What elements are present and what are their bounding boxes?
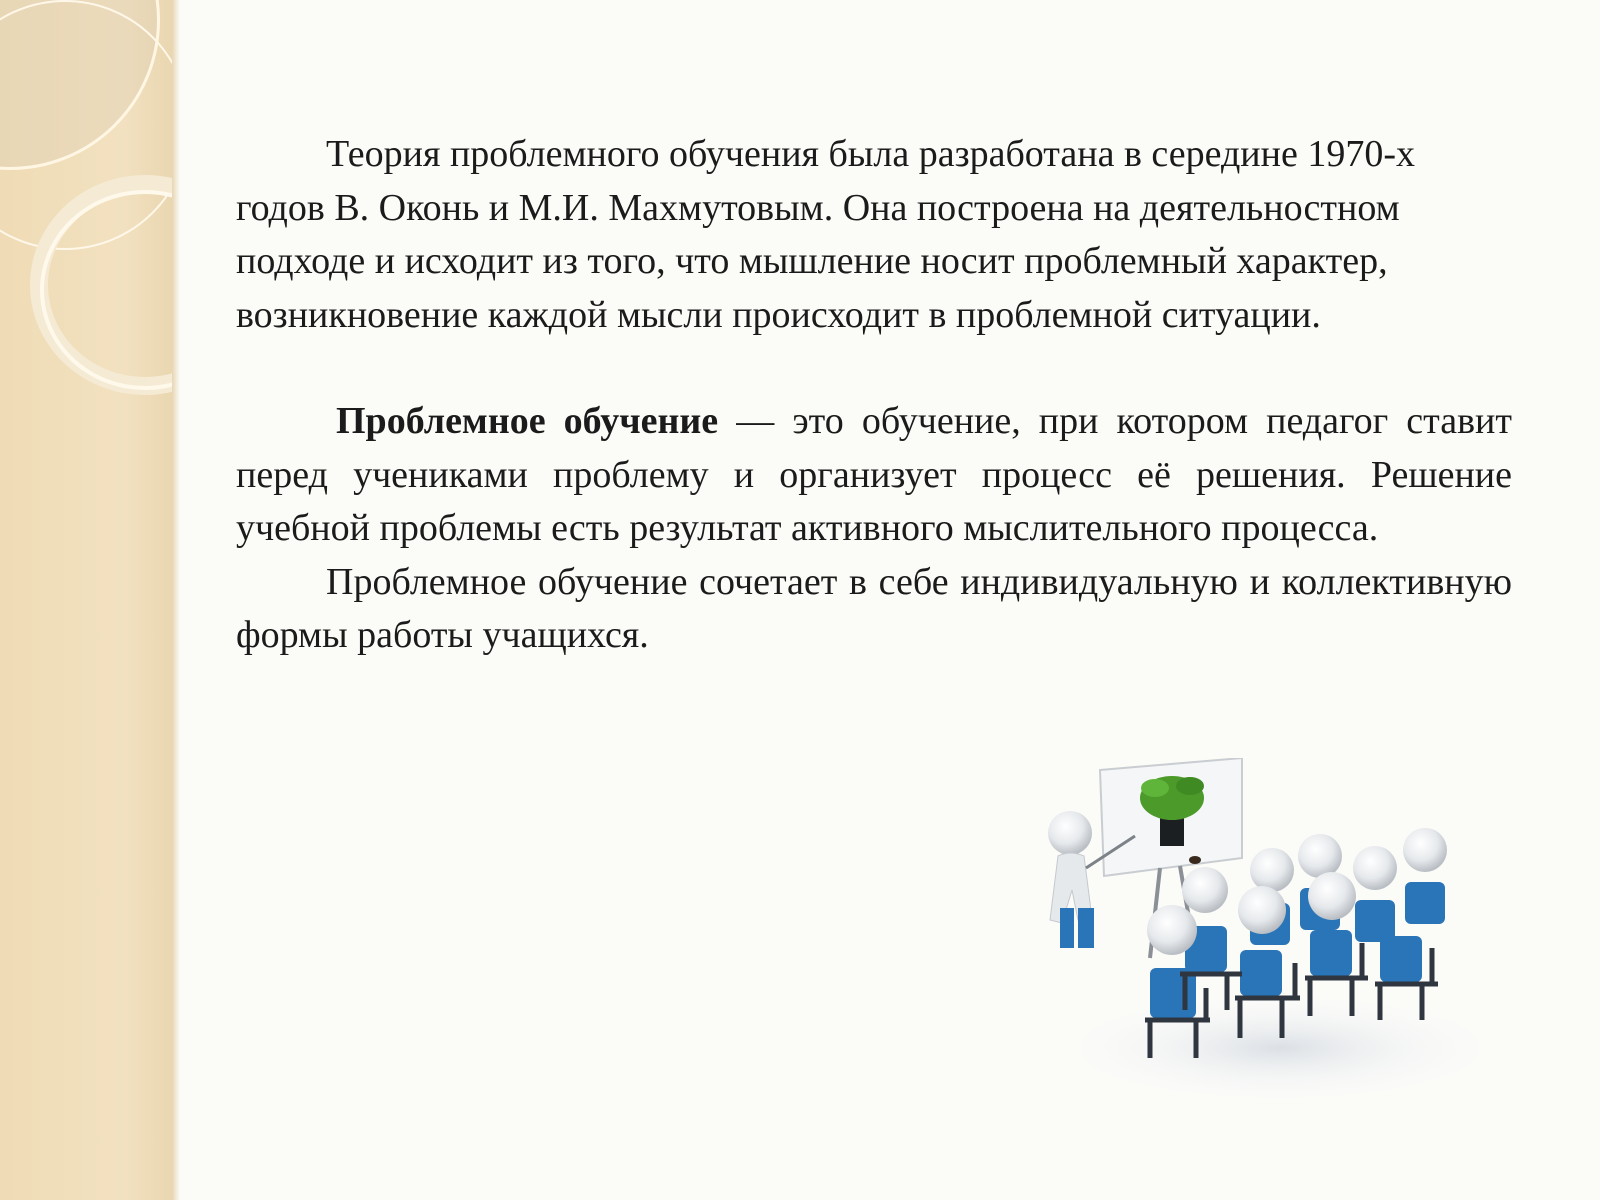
definition-paragraph	[236, 395, 1512, 556]
combined-forms-text: Проблемное обучение сочетает в себе индивидуальную и коллективную формы работы учащихся.	[236, 560, 1512, 656]
intro-paragraph	[236, 128, 1512, 342]
combined-forms-paragraph	[236, 556, 1512, 663]
classroom-figures-illustration	[1010, 758, 1510, 1118]
classroom-svg	[1010, 758, 1510, 1118]
decorative-side-band	[0, 0, 176, 1200]
band-edge	[172, 0, 180, 1200]
slide-body	[236, 128, 1512, 663]
definition-term: Проблемное обучение	[336, 400, 719, 442]
definition-text: — это обучение, при котором педагог ставит перед учениками проблему и организует процесс её решения. Решение учебной проблемы есть результат активного мыслительного процесса.	[236, 400, 1512, 549]
intro-text: Теория проблемного обучения была разработана в середине 1970-х годов В. Оконь и М.И. Махмутовым. Она построена на деятельностном подходе и исходит из того, что мышление носит проблемный характер, возникновение каждой мысли происходит в проблемной ситуации.	[236, 133, 1415, 336]
